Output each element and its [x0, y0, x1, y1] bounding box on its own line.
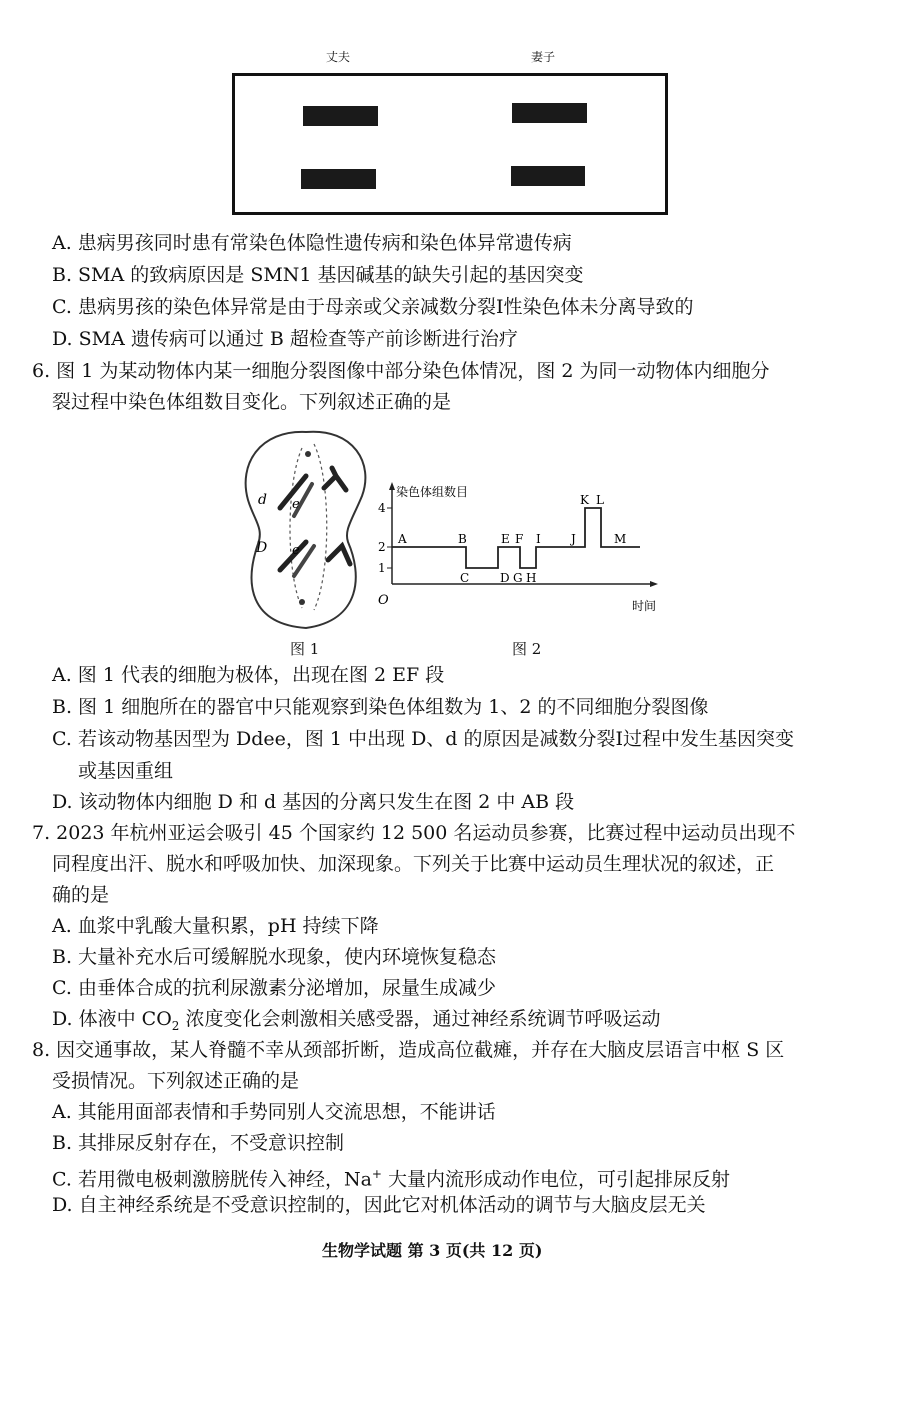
fig2-origin: O	[378, 593, 389, 608]
electrophoresis-gel	[232, 73, 668, 215]
figure1-caption: 图 1	[290, 640, 320, 658]
fig1-label-e-lower: e	[292, 543, 300, 558]
q8-stem-line1: 8. 因交通事故，某人脊髓不幸从颈部折断，造成高位截瘫，并存在大脑皮层语言中枢 S 区	[32, 1039, 785, 1061]
fig2-point-E: E	[501, 532, 510, 546]
q6-stem-line2: 裂过程中染色体组数目变化。下列叙述正确的是	[52, 391, 452, 413]
fig2-point-F: F	[515, 532, 524, 546]
fig2-point-K: K	[580, 493, 589, 507]
label-wife: 妻子	[531, 50, 556, 64]
fig1-label-d: d	[258, 492, 267, 508]
figure1-cell-diagram	[236, 424, 376, 636]
fig2-point-M: M	[614, 532, 627, 546]
q6-option-c-line1: C. 若该动物基因型为 Ddee，图 1 中出现 D、d 的原因是减数分裂Ⅰ过程中发生基因突变	[52, 728, 795, 750]
fig2-point-B: B	[458, 532, 467, 546]
figure2-caption: 图 2	[512, 640, 542, 658]
q7-option-b: B. 大量补充水后可缓解脱水现象，使内环境恢复稳态	[52, 946, 497, 968]
fig2-point-C: C	[460, 571, 470, 585]
q6-option-d: D. 该动物体内细胞 D 和 d 基因的分离只发生在图 2 中 AB 段	[52, 791, 575, 813]
q7-stem-line3: 确的是	[52, 884, 110, 906]
q8-option-b: B. 其排尿反射存在，不受意识控制	[52, 1132, 345, 1154]
figure2-chart	[370, 476, 670, 616]
q7-option-c: C. 由垂体合成的抗利尿激素分泌增加，尿量生成减少	[52, 977, 496, 999]
page-footer: 生物学试题 第 3 页(共 12 页)	[322, 1241, 543, 1260]
q8-option-c-superscript: +	[371, 1167, 382, 1181]
fig2-tick-4: 4	[378, 501, 386, 515]
q7-option-d-pre: D. 体液中 CO	[52, 1008, 172, 1030]
fig2-y-title: 染色体组数目	[396, 485, 469, 499]
q8-option-d: D. 自主神经系统是不受意识控制的，因此它对机体活动的调节与大脑皮层无关	[52, 1194, 706, 1216]
gel-band	[301, 169, 376, 189]
q6-option-a: A. 图 1 代表的细胞为极体，出现在图 2 EF 段	[52, 664, 445, 686]
fig2-x-title: 时间	[632, 599, 657, 613]
label-husband: 丈夫	[326, 50, 351, 64]
fig2-point-J: J	[571, 532, 576, 546]
q8-option-a: A. 其能用面部表情和手势同别人交流思想，不能讲话	[52, 1101, 496, 1123]
gel-band	[303, 106, 378, 126]
q5-option-a: A. 患病男孩同时患有常染色体隐性遗传病和染色体异常遗传病	[52, 232, 572, 254]
fig2-point-I: I	[536, 532, 541, 546]
q5-option-b: B. SMA 的致病原因是 SMN1 基因碱基的缺失引起的基因突变	[52, 264, 584, 286]
fig1-label-e-upper: e	[292, 497, 300, 512]
q7-option-a: A. 血浆中乳酸大量积累，pH 持续下降	[52, 915, 379, 937]
fig2-point-G: G	[513, 571, 523, 585]
fig2-tick-2: 2	[378, 540, 386, 554]
gel-band	[511, 166, 585, 186]
q7-option-d-post: 浓度变化会刺激相关感受器，通过神经系统调节呼吸运动	[179, 1008, 661, 1030]
fig2-point-H: H	[526, 571, 537, 585]
q8-stem-line2: 受损情况。下列叙述正确的是	[52, 1070, 300, 1092]
fig1-label-D: D	[256, 540, 268, 556]
gel-band	[512, 103, 587, 123]
q6-option-c-line2: 或基因重组	[78, 760, 174, 782]
fig2-point-A: A	[398, 532, 407, 546]
q6-option-b: B. 图 1 细胞所在的器官中只能观察到染色体组数为 1、2 的不同细胞分裂图像	[52, 696, 709, 718]
q7-stem-line2: 同程度出汗、脱水和呼吸加快、加深现象。下列关于比赛中运动员生理状况的叙述，正	[52, 853, 775, 875]
q7-option-d-subscript: 2	[171, 1018, 180, 1033]
q6-stem-line1: 6. 图 1 为某动物体内某一细胞分裂图像中部分染色体情况，图 2 为同一动物体内细胞分	[32, 360, 770, 382]
fig2-point-L: L	[596, 493, 604, 507]
fig2-point-D: D	[500, 571, 510, 585]
q5-option-c: C. 患病男孩的染色体异常是由于母亲或父亲减数分裂Ⅰ性染色体未分离导致的	[52, 296, 694, 318]
q8-option-c-pre: C. 若用微电极刺激膀胱传入神经，Na	[52, 1168, 372, 1191]
q7-stem-line1: 7. 2023 年杭州亚运会吸引 45 个国家约 12 500 名运动员参赛，比赛过程中运动员出现不	[32, 822, 796, 844]
q5-option-d: D. SMA 遗传病可以通过 B 超检查等产前诊断进行治疗	[52, 328, 518, 350]
fig2-tick-1: 1	[378, 561, 386, 575]
q8-option-c-post: 大量内流形成动作电位，可引起排尿反射	[381, 1168, 731, 1191]
